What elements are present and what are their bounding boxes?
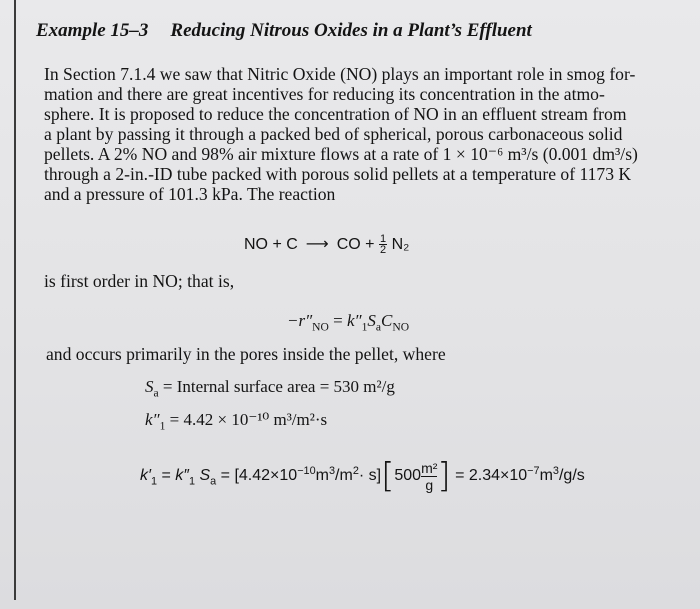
m2-per-g-fraction: $\frac{\text{m²}}{g}$ xyxy=(421,459,438,493)
left-margin-line xyxy=(14,0,16,600)
paragraph-line: In Section 7.1.4 we saw that Nitric Oxide (NO) plays an important role in smog for- xyxy=(44,64,636,84)
example-label: Example 15–3 xyxy=(36,20,149,41)
paragraph-line: a plant by passing it through a packed bed of spherical, porous carbonaceous solid xyxy=(44,124,623,144)
paragraph-line: mation and there are great incentives for reducing its concentration in the atmo- xyxy=(44,84,605,104)
reaction-equation xyxy=(244,234,409,255)
rate-law: $-r''_{NO} = k''_1S_aC_{NO}$ xyxy=(287,311,410,334)
example-title xyxy=(36,20,532,42)
final-calculation: $k'_1 = k''_1$ $S_a = [4.42\times 10^{-10}m^3/m^2\cdot s][500$ $\frac{\text{m²}}{g}$ ] = $2.34\times 10^{-7}m^3/g/s$ xyxy=(140,456,585,496)
surface-area-definition: $S_a$ = Internal surface area = 530 m²/g xyxy=(145,377,395,400)
rate-constant-definition: $k''_1 = 4.42 \times 10^{-10}$ m³/m²·s xyxy=(145,410,328,433)
paragraph-line: through a 2-in.-ID tube packed with porous solid pellets at a temperature of 1173 K xyxy=(44,164,632,184)
first-order-text: is first order in NO; that is, xyxy=(44,271,235,291)
reaction-arrow: ⟶ xyxy=(305,234,329,253)
problem-paragraph xyxy=(44,64,638,204)
paragraph-line: pellets. A 2% NO and 98% air mixture flows at a rate of 1 × 10⁻⁶ m³/s (0.001 dm³/s) xyxy=(44,144,638,164)
reaction-right-b: N₂ xyxy=(391,236,410,253)
reaction-right-a: CO + xyxy=(336,236,375,253)
reaction-left: NO + C xyxy=(244,236,298,253)
half-fraction: $\frac{1}{2}$ xyxy=(379,233,387,257)
pores-text: and occurs primarily in the pores inside the pellet, where xyxy=(46,344,446,364)
paragraph-line: and a pressure of 101.3 kPa. The reaction xyxy=(44,184,336,204)
paragraph-line: sphere. It is proposed to reduce the concentration of NO in an effluent stream from xyxy=(44,104,627,124)
example-heading: Reducing Nitrous Oxides in a Plant’s Effluent xyxy=(170,20,532,41)
